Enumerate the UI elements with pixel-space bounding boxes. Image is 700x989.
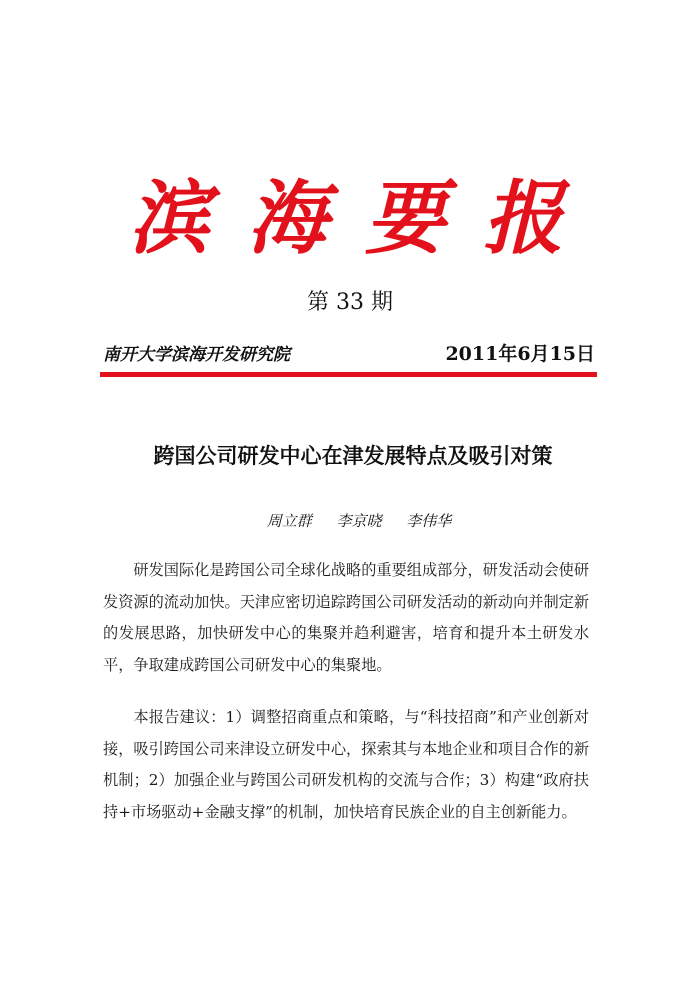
author-name: 周立群 [266, 512, 312, 530]
body-paragraph: 研发国际化是跨国公司全球化战略的重要组成部分，研发活动会使研发资源的流动加快。天津应密切追踪跨国公司研发活动的新动向并制定新的发展思路，加快研发中心的集聚并趋利避害，培育和提升本土研发水平，争取建成跨国公司研发中心的集聚地。 [103, 561, 590, 674]
author-name: 李伟华 [406, 512, 452, 530]
masthead-title: 滨海要报 [129, 171, 601, 265]
issue-number: 第 33 期 [307, 290, 393, 315]
report-title: 跨国公司研发中心在津发展特点及吸引对策 [153, 444, 553, 468]
publication-date: 2011年6月15日 [445, 343, 595, 365]
organization-name: 南开大学滨海开发研究院 [103, 345, 290, 365]
header-divider [100, 372, 597, 377]
author-list [0, 510, 700, 532]
author-name: 李京晓 [336, 512, 382, 530]
body-paragraph: 本报告建议：1）调整招商重点和策略，与“科技招商”和产业创新对接，吸引跨国公司来津设立研发中心，探索其与本地企业和项目合作的新机制；2）加强企业与跨国公司研发机构的交流与合作；3）构建“政府扶持+市场驱动+金融支撑”的机制，加快培育民族企业的自主创新能力。 [103, 708, 589, 821]
